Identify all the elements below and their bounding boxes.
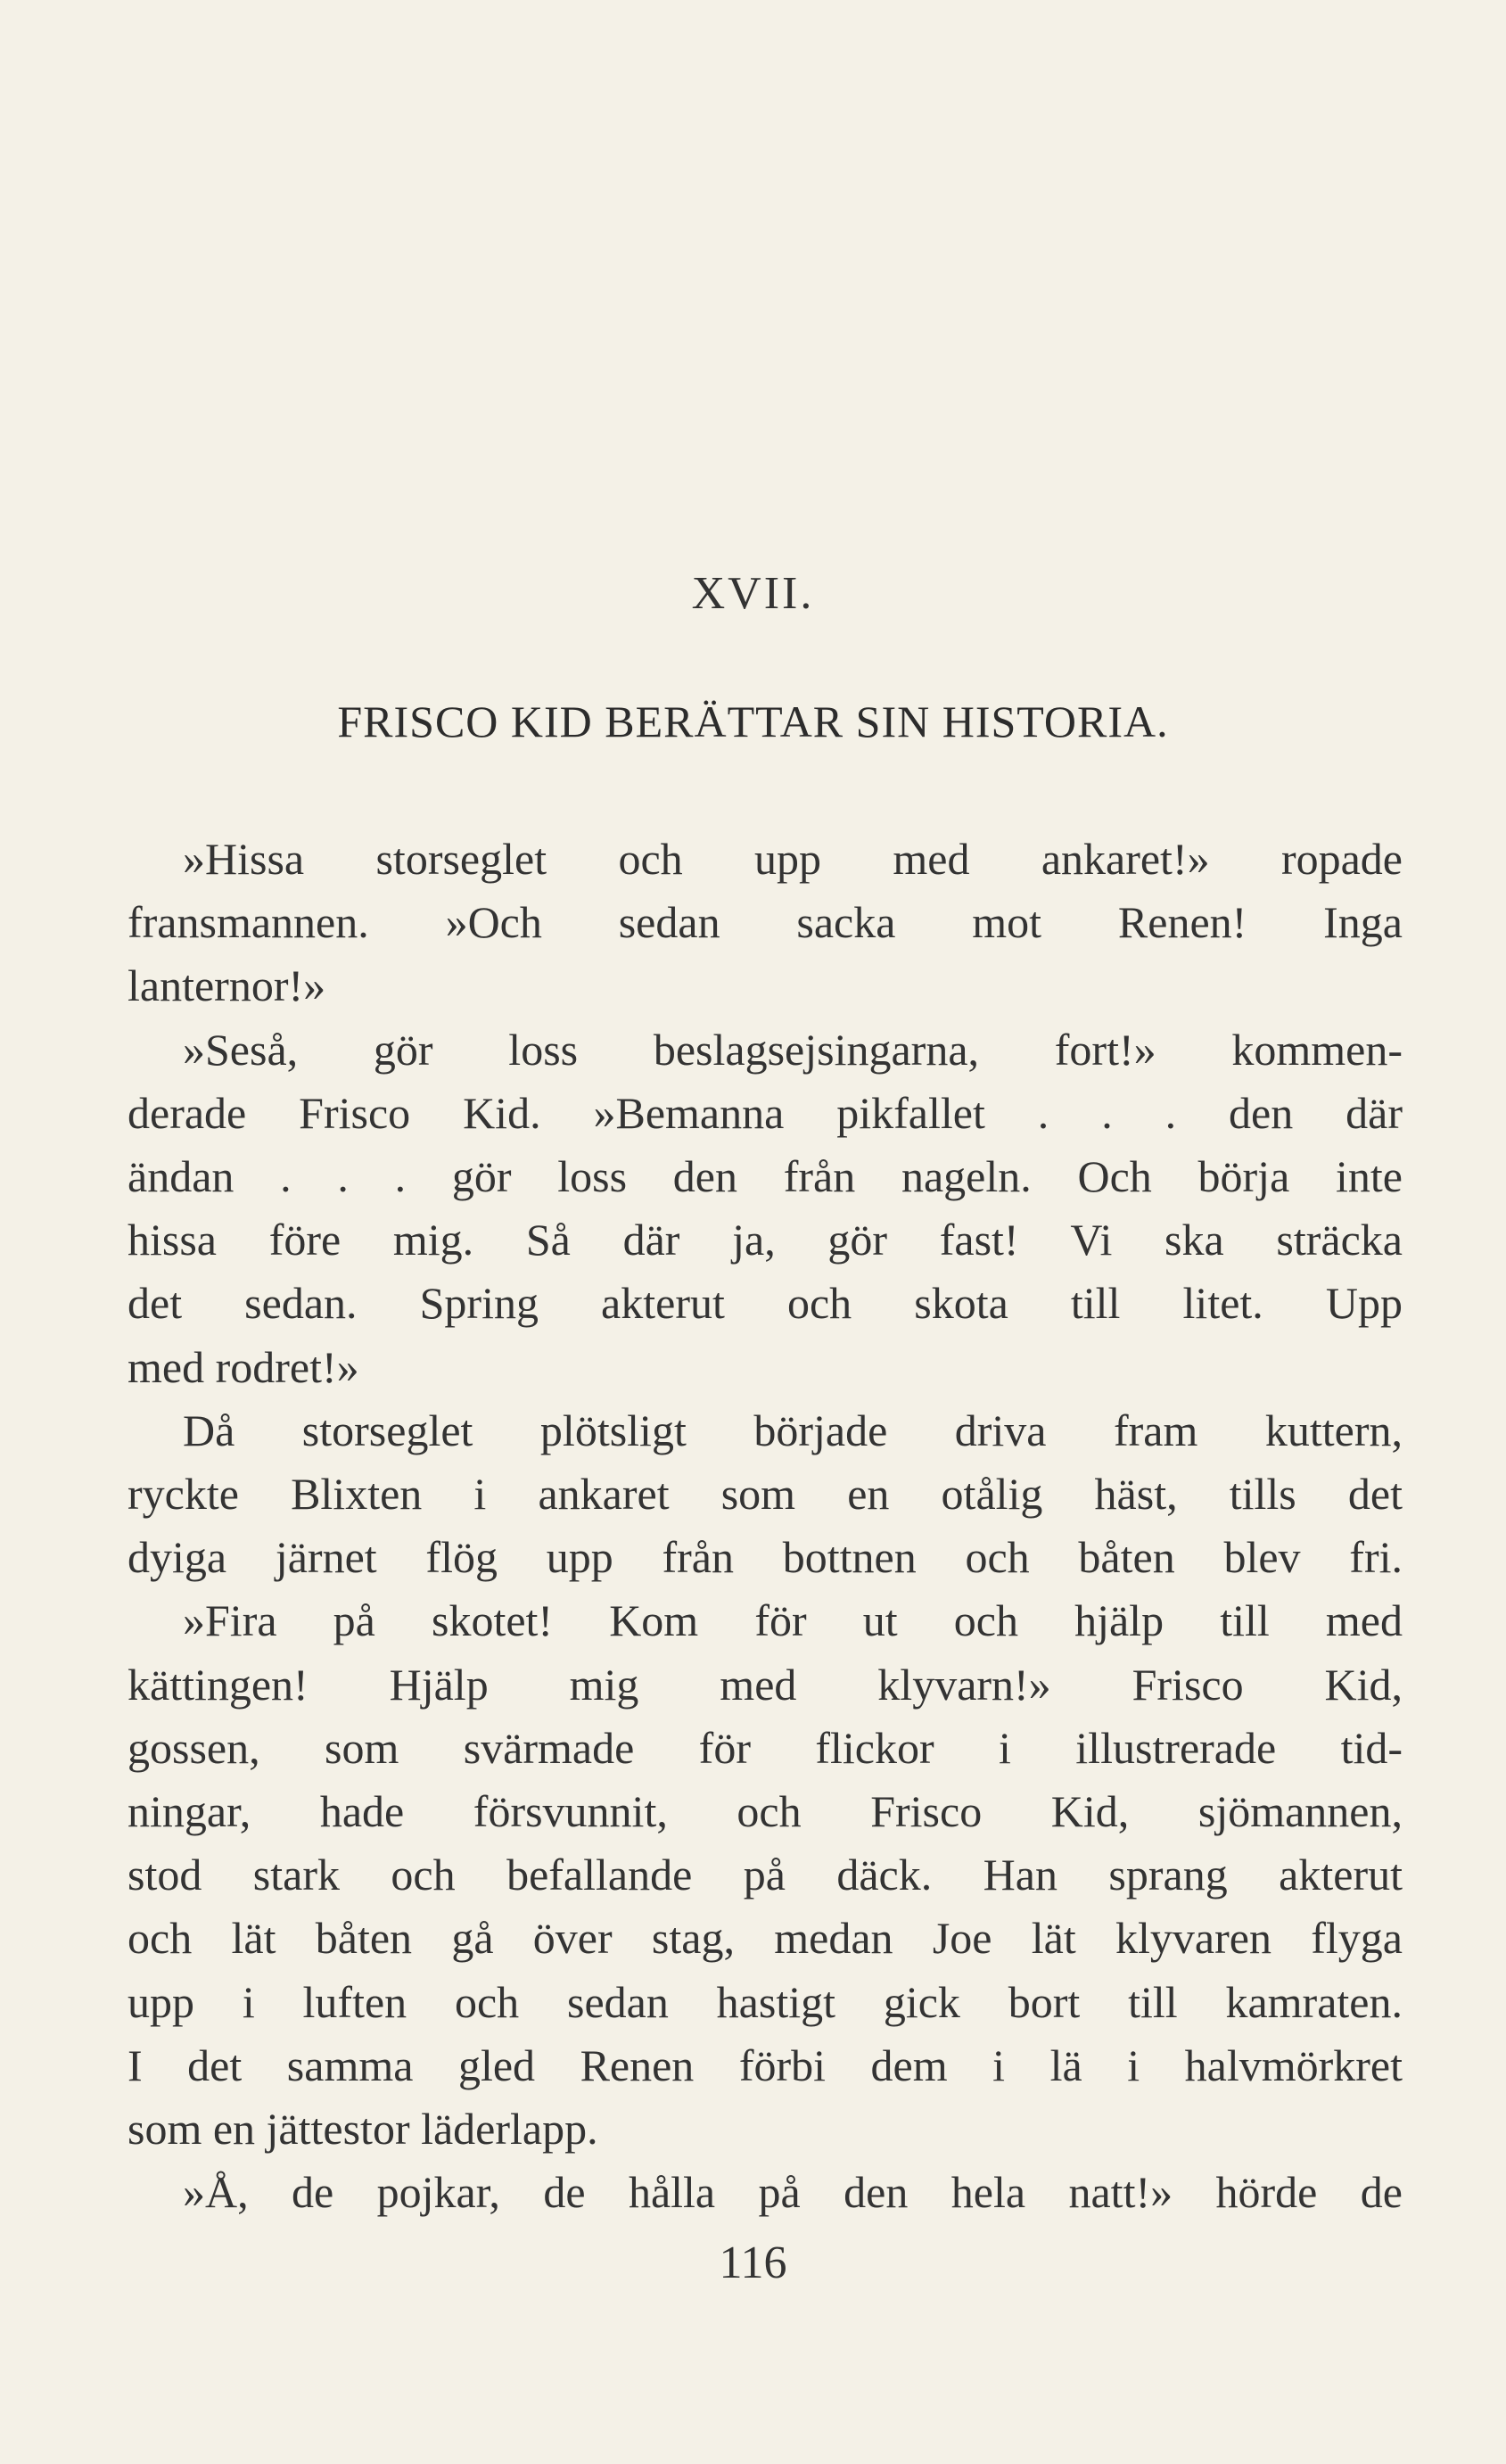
- text-line: som en jättestor läderlapp.: [128, 2104, 598, 2155]
- text-line: dyiga järnet flög upp från bottnen och båten blev fri.: [128, 1532, 1403, 1583]
- text-line: Då storseglet plötsligt började driva fram kuttern,: [183, 1405, 1403, 1455]
- text-line: derade Frisco Kid. »Bemanna pikfallet . . . den där: [128, 1087, 1403, 1138]
- text-line: »Seså, gör loss beslagsejsingarna, fort!» kommen-: [183, 1024, 1403, 1075]
- text-line: gossen, som svärmade för flickor i illustrerade tid-: [128, 1722, 1403, 1773]
- text-line: stod stark och befallande på däck. Han sprang akterut: [128, 1850, 1403, 1900]
- text-line: upp i luften och sedan hastigt gick bort till kamraten.: [128, 1976, 1403, 2027]
- text-line: »Hissa storseglet och upp med ankaret!» ropade: [183, 834, 1403, 884]
- text-line: och lät båten gå över stag, medan Joe lät klyvaren flyga: [128, 1913, 1403, 1964]
- chapter-number: XVII.: [691, 568, 815, 619]
- text-line: ningar, hade försvunnit, och Frisco Kid, sjömannen,: [128, 1786, 1403, 1837]
- text-line: fransmannen. »Och sedan sacka mot Renen! Inga: [128, 897, 1403, 948]
- text-line: I det samma gled Renen förbi dem i lä i halvmörkret: [128, 2040, 1403, 2090]
- text-line: det sedan. Spring akterut och skota till litet. Upp: [128, 1278, 1403, 1329]
- text-line: lanternor!»: [128, 960, 326, 1011]
- text-line: »Å, de pojkar, de hålla på den hela natt!» hörde de: [183, 2167, 1403, 2218]
- page-number: 116: [719, 2237, 787, 2288]
- text-line: ryckte Blixten i ankaret som en otålig häst, tills det: [128, 1469, 1403, 1520]
- body-text: [128, 828, 1403, 2224]
- chapter-title: FRISCO KID BERÄTTAR SIN HISTORIA.: [337, 696, 1169, 746]
- text-line: kättingen! Hjälp mig med klyvarn!» Frisco Kid,: [128, 1659, 1403, 1710]
- text-line: »Fira på skotet! Kom för ut och hjälp till med: [183, 1595, 1403, 1646]
- text-line: med rodret!»: [128, 1341, 359, 1392]
- text-line: hissa före mig. Så där ja, gör fast! Vi ska sträcka: [128, 1215, 1403, 1265]
- text-line: ändan . . . gör loss den från nageln. Och börja inte: [128, 1151, 1403, 1202]
